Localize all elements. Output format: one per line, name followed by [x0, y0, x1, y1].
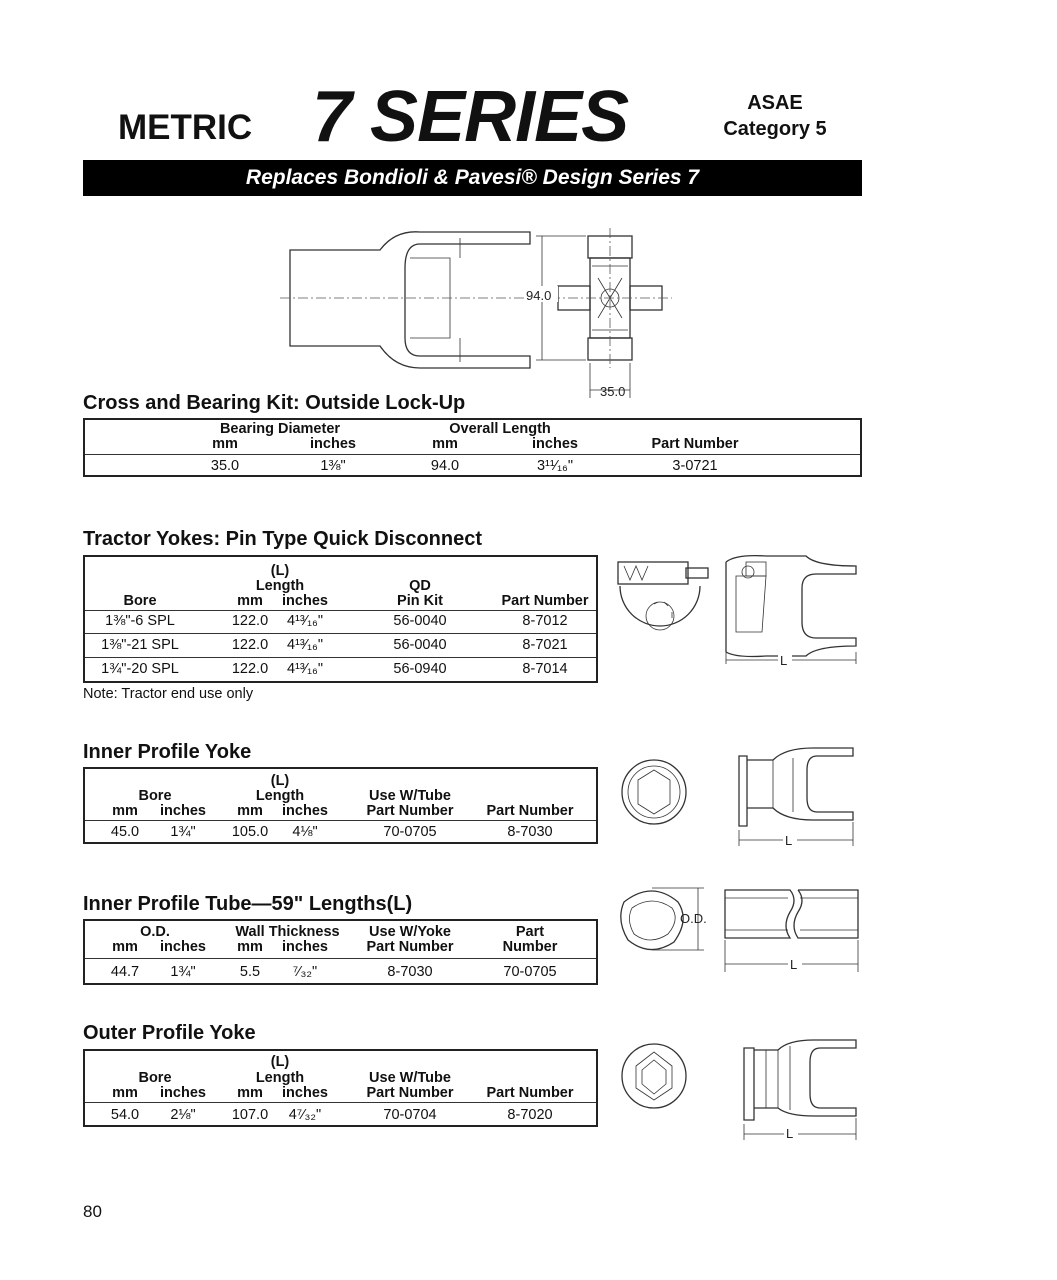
- hdr-length: Length: [255, 788, 305, 804]
- cell-l-mm: 105.0: [231, 824, 269, 840]
- hdr-inches: inches: [310, 436, 356, 452]
- hdr-part-number-use: Part Number: [366, 803, 454, 819]
- hdr-inches: inches: [282, 593, 328, 609]
- dim-l: L: [790, 957, 798, 972]
- cell-in: 4¹³⁄₁₆": [286, 661, 324, 677]
- cell-bd-mm: 35.0: [210, 458, 240, 474]
- hdr-mm: mm: [212, 436, 238, 452]
- hdr-part-number-use: Part Number: [366, 1085, 454, 1101]
- hdr-use-wyoke: Use W/Yoke: [369, 924, 451, 940]
- hdr-part-number: Part Number: [486, 803, 574, 819]
- cell-in: 4¹³⁄₁₆": [286, 637, 324, 653]
- tractor-yokes-table: [83, 555, 598, 683]
- dim-l: L: [780, 653, 788, 668]
- cell-mm: 122.0: [231, 613, 269, 629]
- series-title: 7 SERIES: [312, 77, 629, 157]
- hdr-bore: Bore: [138, 788, 172, 804]
- hdr-inches: inches: [160, 939, 206, 955]
- cross-kit-table: [83, 418, 862, 477]
- outer-yoke-title: Outer Profile Yoke: [83, 1022, 256, 1044]
- cell-w-in: ⁷⁄₃₂": [292, 964, 318, 980]
- hdr-bore: Bore: [138, 1070, 172, 1086]
- cell-pin: 56-0040: [393, 637, 447, 653]
- inner-yoke-end-view: [614, 752, 694, 832]
- hdr-mm: mm: [237, 939, 263, 955]
- cross-kit-title: Cross and Bearing Kit: Outside Lock-Up: [83, 392, 466, 414]
- hdr-use-wtube: Use W/Tube: [369, 788, 451, 804]
- cell-mm: 122.0: [231, 637, 269, 653]
- cell-bd-in: 1⅜": [320, 458, 346, 474]
- dim-l: L: [786, 1126, 794, 1141]
- outer-yoke-table: [83, 1049, 598, 1127]
- cell-use: 70-0704: [383, 1107, 437, 1123]
- hdr-l: (L): [270, 1054, 290, 1070]
- inner-tube-table: [83, 919, 598, 985]
- cell-part: 8-7014: [522, 661, 568, 677]
- cell-use: 70-0705: [383, 824, 437, 840]
- hdr-overall-length: Overall Length: [449, 421, 551, 437]
- hdr-length: Length: [255, 578, 305, 594]
- hdr-inches: inches: [160, 1085, 206, 1101]
- hdr-number: Number: [502, 939, 558, 955]
- banner: Replaces Bondioli & Pavesi® Design Series 7: [83, 160, 862, 196]
- tractor-note: Note: Tractor end use only: [83, 686, 254, 702]
- cross-bearing-diagram: [280, 218, 680, 408]
- hdr-wall: Wall Thickness: [235, 924, 340, 940]
- hdr-length: Length: [255, 1070, 305, 1086]
- hdr-mm: mm: [237, 593, 263, 609]
- hdr-bore: Bore: [123, 593, 157, 609]
- cell-bore: 1⅜"-6 SPL: [105, 613, 175, 629]
- cell-pin: 56-0040: [393, 613, 447, 629]
- hdr-pin-kit: Pin Kit: [397, 593, 443, 609]
- hdr-od: O.D.: [140, 924, 170, 940]
- category-label: Category 5: [723, 118, 827, 140]
- tractor-yoke-side-view: [716, 552, 866, 670]
- hdr-l: (L): [270, 563, 290, 579]
- hdr-mm: mm: [112, 803, 138, 819]
- cell-w-mm: 5.5: [239, 964, 261, 980]
- hdr-mm: mm: [112, 1085, 138, 1101]
- outer-yoke-end-view: [614, 1036, 694, 1116]
- hdr-part-number: Part Number: [651, 436, 739, 452]
- cell-part: 8-7030: [507, 824, 553, 840]
- hdr-inches: inches: [160, 803, 206, 819]
- cell-part: 8-7012: [522, 613, 568, 629]
- asae-label: ASAE: [747, 92, 803, 114]
- inner-yoke-title: Inner Profile Yoke: [83, 741, 252, 763]
- cell-part: 3-0721: [672, 458, 718, 474]
- hdr-use-wtube: Use W/Tube: [369, 1070, 451, 1086]
- hdr-inches: inches: [532, 436, 578, 452]
- inner-tube-title: Inner Profile Tube—59" Lengths(L): [83, 893, 413, 915]
- hdr-part-number-use: Part Number: [366, 939, 454, 955]
- dim-od: O.D.: [680, 911, 707, 926]
- cell-part: 8-7020: [507, 1107, 553, 1123]
- cell-part: 8-7021: [522, 637, 568, 653]
- hdr-inches: inches: [282, 939, 328, 955]
- outer-yoke-side-view: [738, 1036, 863, 1146]
- dim-l: L: [785, 833, 793, 848]
- hdr-part: Part: [515, 924, 545, 940]
- cell-bore: 1¾"-20 SPL: [101, 661, 179, 677]
- cell-l-in: 4⁷⁄₃₂": [288, 1107, 322, 1123]
- cell-od-in: 1¾": [170, 964, 196, 980]
- dim-bearing-diameter: 35.0: [600, 384, 626, 399]
- hdr-qd: QD: [409, 578, 431, 594]
- hdr-part-number: Part Number: [501, 593, 589, 609]
- cell-in: 4¹³⁄₁₆": [286, 613, 324, 629]
- inner-tube-side-view: [720, 884, 865, 976]
- inner-yoke-side-view: [733, 742, 863, 852]
- cell-l-in: 4⅛": [292, 824, 318, 840]
- cell-b-mm: 45.0: [110, 824, 140, 840]
- hdr-part-number: Part Number: [486, 1085, 574, 1101]
- hdr-l: (L): [270, 773, 290, 789]
- asae-category: [700, 90, 850, 142]
- hdr-inches: inches: [282, 1085, 328, 1101]
- inner-tube-end-view: [612, 880, 712, 960]
- tractor-yokes-title: Tractor Yokes: Pin Type Quick Disconnect: [83, 528, 483, 550]
- cell-ol-in: 3¹¹⁄₁₆": [536, 458, 574, 474]
- hdr-inches: inches: [282, 803, 328, 819]
- cell-part: 70-0705: [503, 964, 557, 980]
- cell-mm: 122.0: [231, 661, 269, 677]
- cell-bore: 1⅜"-21 SPL: [101, 637, 179, 653]
- cell-b-in: 1¾": [170, 824, 196, 840]
- hdr-mm: mm: [112, 939, 138, 955]
- hdr-mm: mm: [237, 1085, 263, 1101]
- cell-use: 8-7030: [387, 964, 433, 980]
- cell-ol-mm: 94.0: [430, 458, 460, 474]
- page-number: 80: [83, 1202, 102, 1221]
- cell-b-in: 2⅛": [170, 1107, 196, 1123]
- inner-yoke-table: [83, 767, 598, 844]
- hdr-mm: mm: [237, 803, 263, 819]
- cell-l-mm: 107.0: [231, 1107, 269, 1123]
- hdr-bearing-diameter: Bearing Diameter: [219, 421, 341, 437]
- metric-label: METRIC: [118, 108, 253, 147]
- cell-pin: 56-0940: [393, 661, 447, 677]
- tractor-yoke-end-view: [608, 556, 713, 646]
- cell-od-mm: 44.7: [110, 964, 140, 980]
- hdr-mm: mm: [432, 436, 458, 452]
- dim-overall-length: 94.0: [526, 288, 552, 303]
- cell-b-mm: 54.0: [110, 1107, 140, 1123]
